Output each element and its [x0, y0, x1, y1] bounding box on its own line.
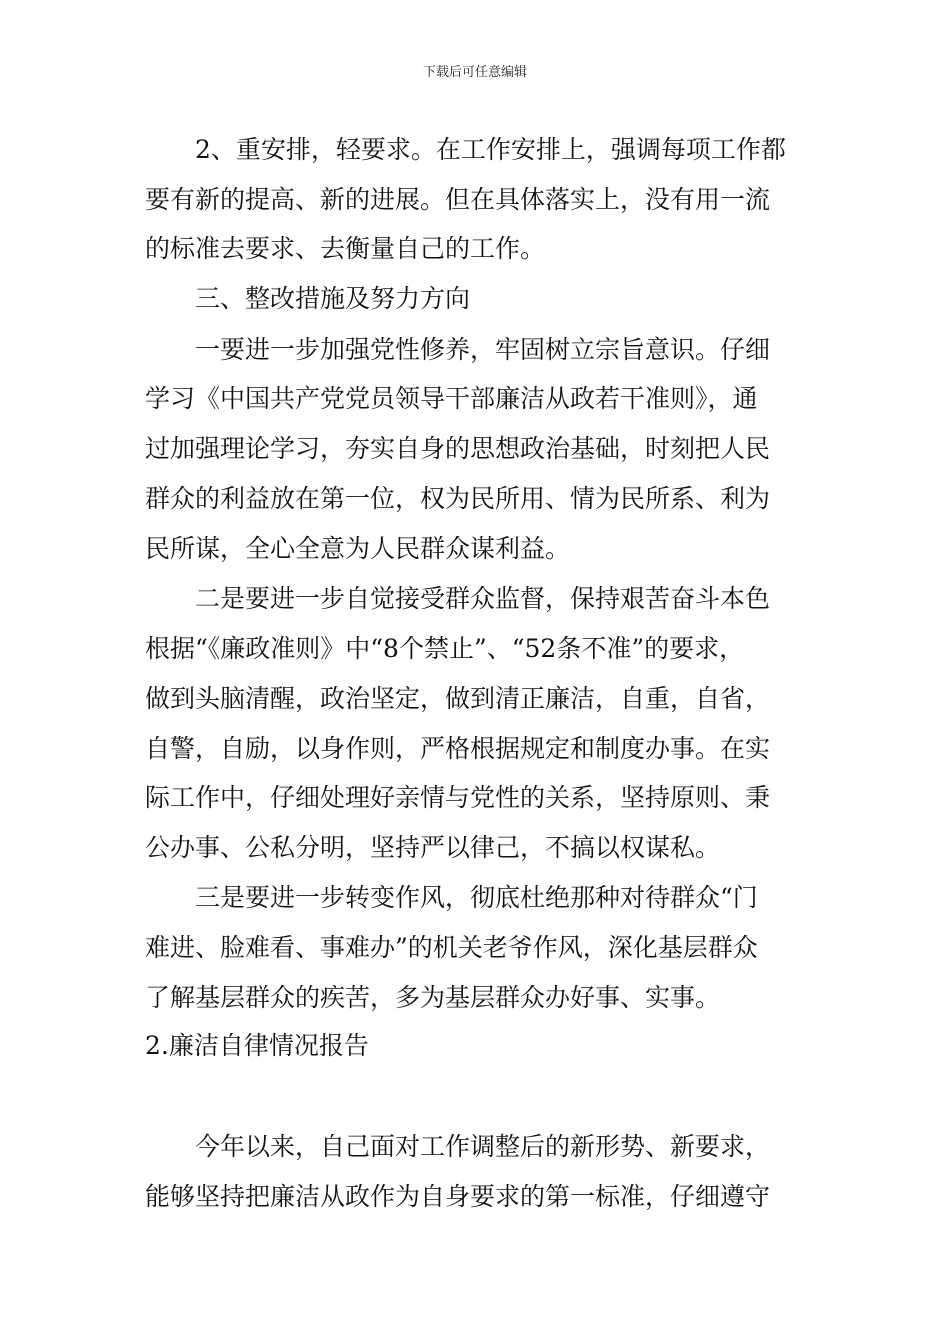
paragraph-line: 一要进一步加强党性修养，牢固树立宗旨意识。仔细 — [195, 335, 771, 364]
paragraph-line: 学习《中国共产党党员领导干部廉洁从政若干准则》，通 — [145, 384, 758, 413]
paragraph-line: 今年以来，自己面对工作调整后的新形势、新要求， — [195, 1132, 771, 1161]
paragraph-line: 要有新的提高、新的进展。但在具体落实上，没有用一流 — [145, 185, 771, 214]
paragraph-line: 自警，自励，以身作则，严格根据规定和制度办事。在实 — [145, 734, 771, 763]
paragraph-line: 根据“《廉政准则》中“8个禁止”、“52条不准”的要求， — [145, 634, 745, 663]
paragraph-line: 过加强理论学习，夯实自身的思想政治基础，时刻把人民 — [145, 434, 771, 463]
paragraph-line: 际工作中，仔细处理好亲情与党性的关系，坚持原则、秉 — [145, 783, 771, 812]
paragraph-line: 了解基层群众的疾苦，多为基层群众办好事、实事。 — [145, 983, 721, 1012]
paragraph-line: 群众的利益放在第一位，权为民所用、情为民所系、利为 — [145, 484, 771, 513]
paragraph-line: 的标准去要求、去衡量自己的工作。 — [145, 234, 546, 263]
paragraph-line: 能够坚持把廉洁从政作为自身要求的第一标准，仔细遵守 — [145, 1182, 771, 1211]
section-heading: 三、整改措施及努力方向 — [195, 284, 471, 313]
paragraph-line: 民所谋，全心全意为人民群众谋利益。 — [145, 534, 571, 563]
paragraph-line: 做到头脑清醒，政治坚定，做到清正廉洁，自重，自省， — [145, 684, 771, 713]
paragraph-line: 公办事、公私分明，坚持严以律己，不搞以权谋私。 — [145, 833, 721, 862]
paragraph-line: 2、重安排，轻要求。在工作安排上，强调每项工作都 — [195, 135, 786, 164]
paragraph-line: 难进、脸难看、事难办”的机关老爷作风，深化基层群众 — [145, 933, 758, 962]
page-header: 下载后可任意编辑 — [422, 65, 527, 80]
section-title: 2.廉洁自律情况报告 — [145, 1031, 369, 1060]
paragraph-line: 二是要进一步自觉接受群众监督，保持艰苦奋斗本色 — [195, 584, 771, 613]
paragraph-line: 三是要进一步转变作风，彻底杜绝那种对待群众“门 — [195, 883, 758, 912]
